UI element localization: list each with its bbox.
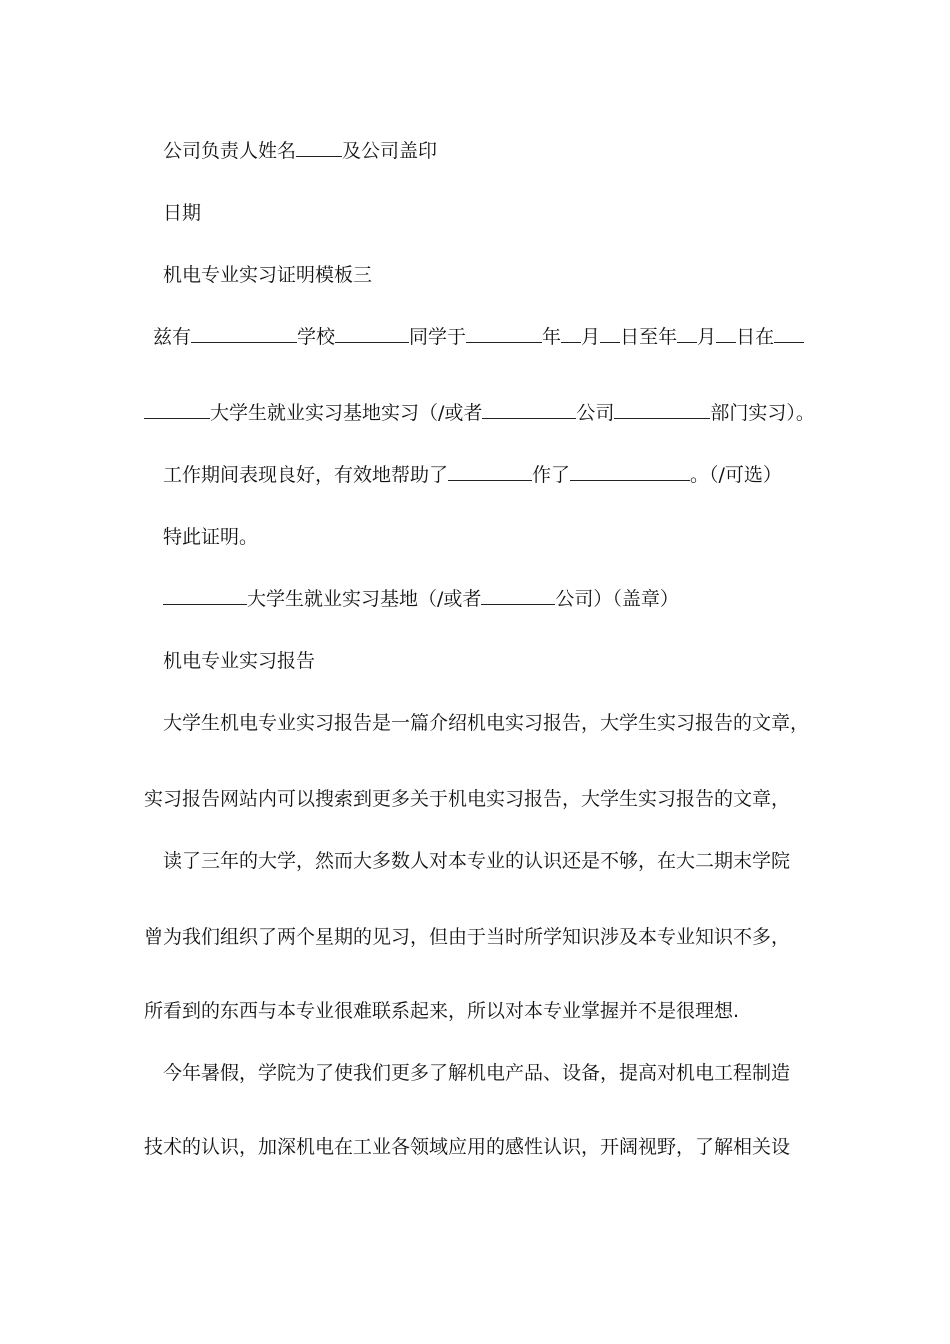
text-segment: 学校 <box>297 326 336 348</box>
text-segment: 工作期间表现良好，有效地帮助了 <box>163 464 449 486</box>
text-segment: 大学生就业实习基地实习（/或者 <box>210 402 483 424</box>
text-segment: 部门实习）。 <box>710 402 815 424</box>
text-segment: 公司）（盖章） <box>555 588 679 610</box>
signatory-label: 公司负责人姓名 <box>163 140 297 162</box>
template-heading: 机电专业实习证明模板三 <box>163 264 373 286</box>
text-segment: 日在 <box>736 326 775 348</box>
text-segment: 年 <box>542 326 562 348</box>
base-blank <box>163 587 247 605</box>
seal-label: 及公司盖印 <box>342 140 438 162</box>
month-blank <box>561 325 581 343</box>
paragraph-line: 大学生机电专业实习报告是一篇介绍机电实习报告，大学生实习报告的文章， <box>163 712 810 734</box>
text-segment: 同学于 <box>409 326 467 348</box>
paragraph-line: 实习报告网站内可以搜索到更多关于机电实习报告，大学生实习报告的文章， <box>144 788 791 810</box>
company-blank <box>481 587 555 605</box>
date-label: 日期 <box>163 202 202 224</box>
report-heading: 机电专业实习报告 <box>163 650 316 672</box>
text-segment: 作了 <box>532 464 571 486</box>
text-segment: 兹有 <box>153 326 192 348</box>
name-blank <box>296 139 342 157</box>
company-blank <box>482 401 576 419</box>
helped-blank <box>448 463 532 481</box>
day-blank <box>600 325 620 343</box>
department-blank <box>614 401 710 419</box>
paragraph-line: 今年暑假，学院为了使我们更多了解机电产品、设备，提高对机电工程制造 <box>163 1062 791 1084</box>
base-blank <box>144 401 210 419</box>
text-segment: 日至年 <box>620 326 678 348</box>
work-blank <box>570 463 690 481</box>
text-segment: 月 <box>697 326 717 348</box>
certificate-line-2 <box>144 400 815 426</box>
text-segment: 月 <box>581 326 601 348</box>
student-blank <box>335 325 409 343</box>
signature-line <box>163 138 437 164</box>
stamp-line <box>163 586 679 612</box>
paragraph-line: 所看到的东西与本专业很难联系起来，所以对本专业掌握并不是很理想. <box>144 1000 740 1022</box>
day-blank <box>716 325 736 343</box>
text-segment: 大学生就业实习基地（/或者 <box>247 588 482 610</box>
year-blank <box>466 325 542 343</box>
place-blank <box>774 325 804 343</box>
text-segment: 。（/可选） <box>690 464 782 486</box>
certify-statement: 特此证明。 <box>163 526 259 548</box>
paragraph-line: 技术的认识，加深机电在工业各领域应用的感性认识，开阔视野，了解相关设 <box>144 1136 791 1158</box>
performance-line <box>163 462 782 488</box>
school-blank <box>191 325 297 343</box>
paragraph-line: 曾为我们组织了两个星期的见习，但由于当时所学知识涉及本专业知识不多， <box>144 926 791 948</box>
text-segment: 公司 <box>576 402 615 424</box>
month-blank <box>677 325 697 343</box>
certificate-line-1 <box>153 324 804 350</box>
paragraph-line: 读了三年的大学，然而大多数人对本专业的认识还是不够，在大二期末学院 <box>163 850 791 872</box>
